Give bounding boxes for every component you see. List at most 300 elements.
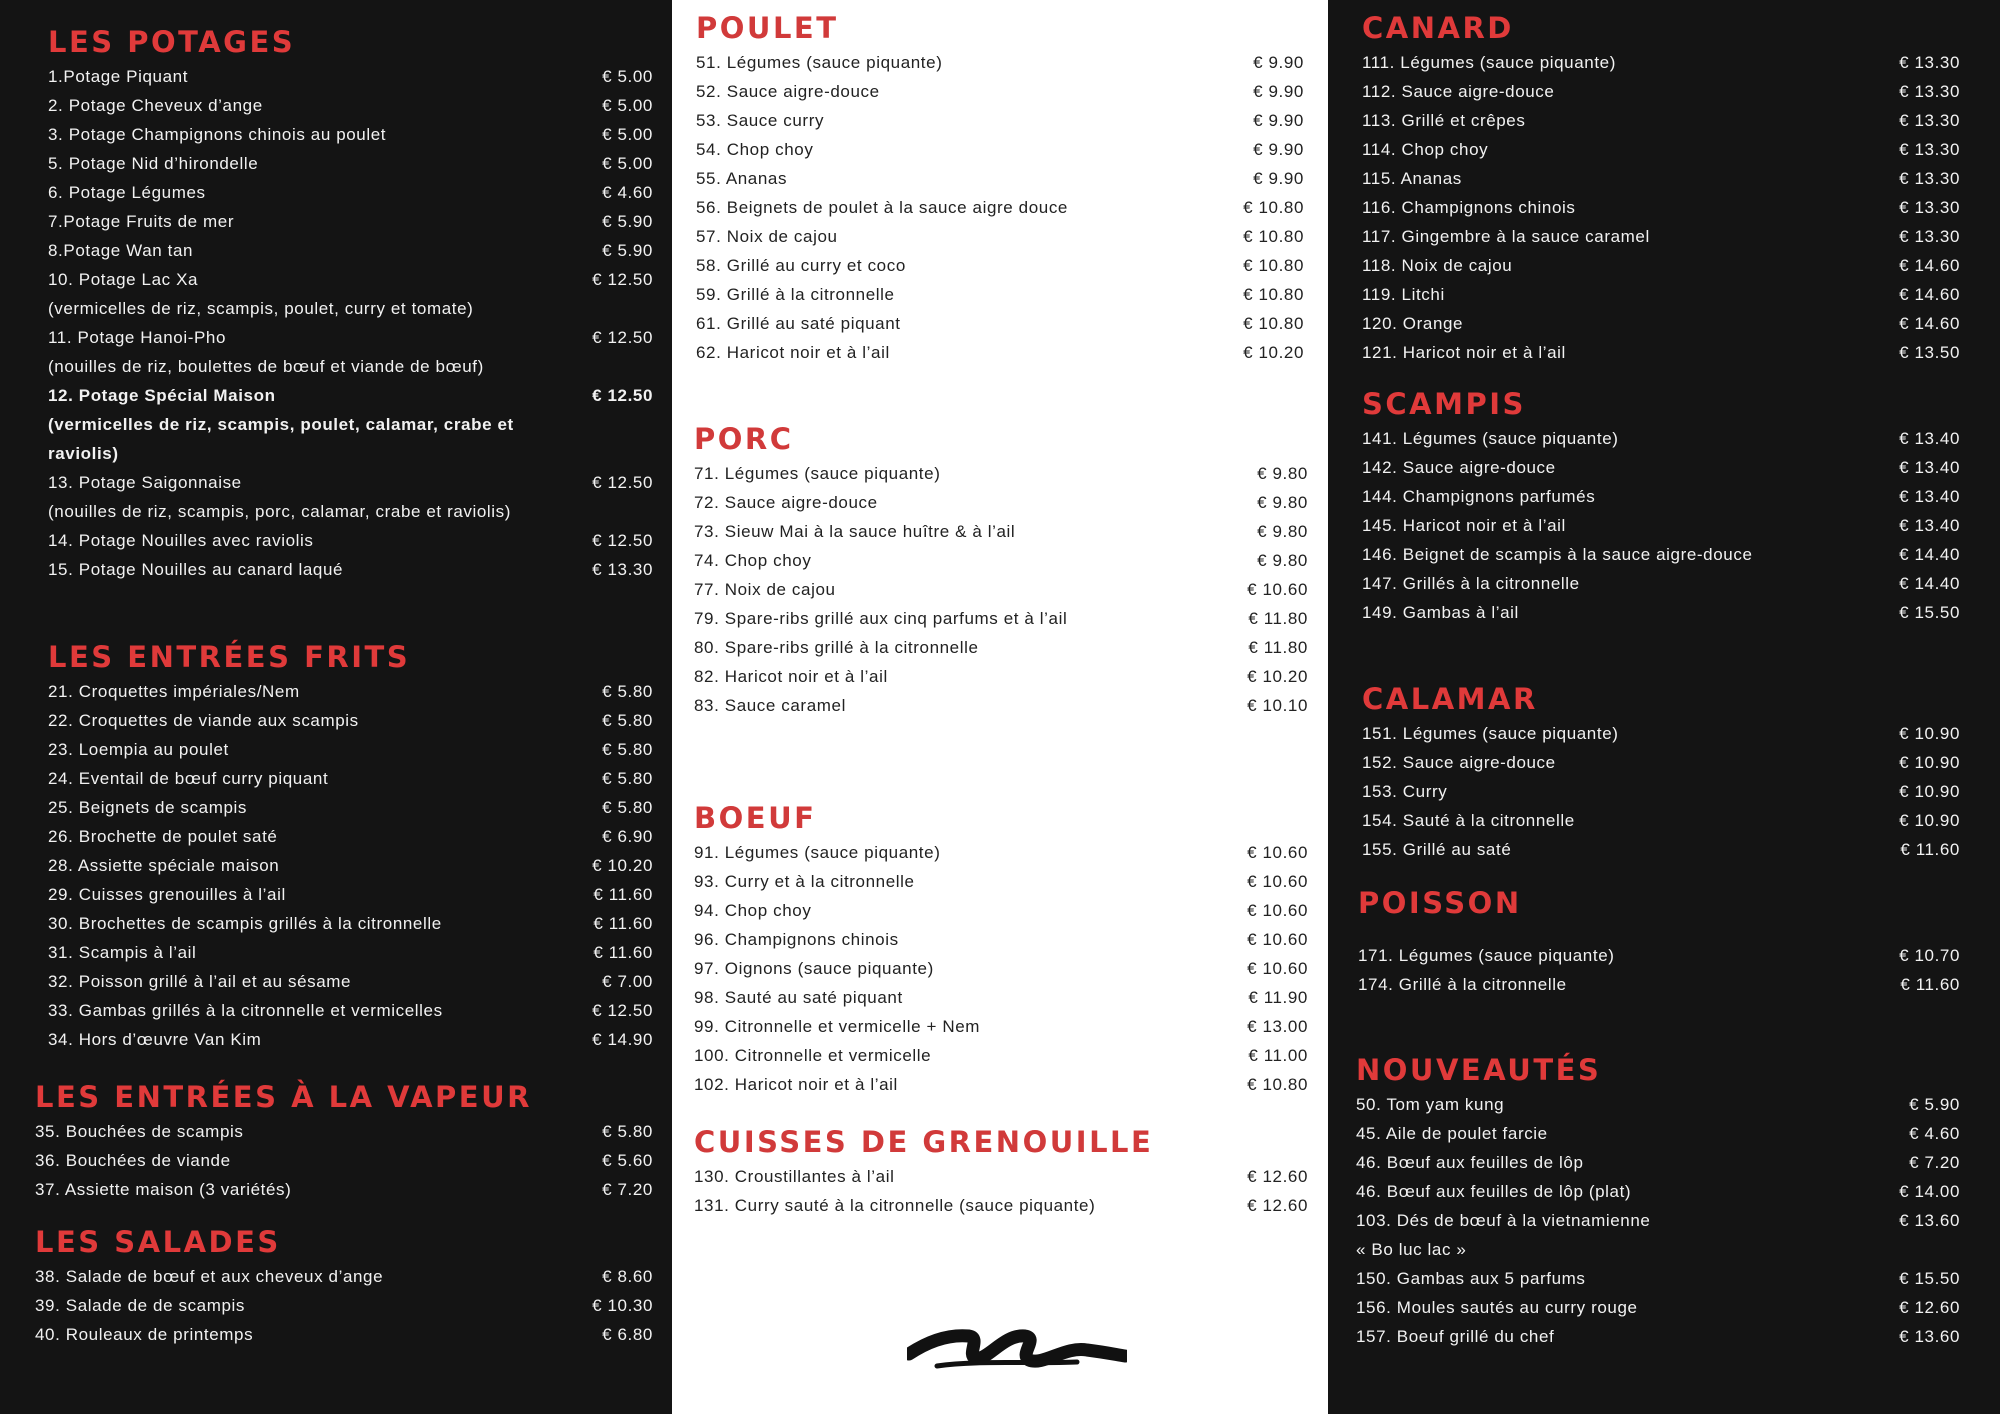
menu-item	[35, 1291, 653, 1320]
menu-item-price: € 15.50	[1899, 1269, 1960, 1288]
menu-item-name: 1.Potage Piquant	[48, 67, 189, 86]
section-cuisses-grenouille	[694, 1122, 1308, 1220]
menu-item-name-block	[1362, 193, 1899, 222]
menu-item-price: € 10.80	[1243, 285, 1304, 304]
menu-item	[694, 1012, 1308, 1041]
menu-item	[694, 838, 1308, 867]
menu-item-name-block	[1362, 48, 1899, 77]
menu-item	[48, 120, 653, 149]
menu-item	[694, 1070, 1308, 1099]
section-title: CALAMAR	[1362, 682, 1538, 716]
menu-item-name: 142. Sauce aigre-douce	[1362, 458, 1556, 477]
menu-item-name-block	[1362, 598, 1899, 627]
menu-item-name-block	[696, 106, 1253, 135]
menu-item-name-block	[1362, 511, 1899, 540]
menu-item	[1362, 569, 1960, 598]
menu-item-name: 147. Grillés à la citronnelle	[1362, 574, 1580, 593]
menu-item-name: 149. Gambas à l’ail	[1362, 603, 1519, 622]
menu-item-price: € 13.30	[1899, 111, 1960, 130]
menu-item-name: 14. Potage Nouilles avec raviolis	[48, 531, 314, 550]
menu-item-name-block	[48, 207, 602, 236]
menu-item	[1362, 309, 1960, 338]
menu-item-name: 171. Légumes (sauce piquante)	[1358, 946, 1615, 965]
menu-item	[48, 468, 653, 526]
menu-item-price: € 10.60	[1247, 872, 1308, 891]
menu-item-name-block	[48, 62, 602, 91]
section-title: NOUVEAUTÉS	[1356, 1053, 1602, 1087]
menu-item-name: 23. Loempia au poulet	[48, 740, 229, 759]
menu-item-price: € 13.50	[1899, 343, 1960, 362]
menu-item	[1356, 1177, 1960, 1206]
menu-item	[1356, 1293, 1960, 1322]
items-list	[35, 1262, 653, 1349]
menu-item-name-block	[48, 468, 592, 526]
menu-item	[1358, 941, 1960, 970]
menu-item-price: € 10.80	[1243, 198, 1304, 217]
menu-item	[48, 880, 653, 909]
menu-item-name: 5. Potage Nid d’hirondelle	[48, 154, 259, 173]
menu-item	[1362, 164, 1960, 193]
menu-item-price: € 11.60	[593, 943, 653, 962]
menu-item-price: € 12.50	[592, 1001, 653, 1020]
menu-item-name-block	[694, 517, 1257, 546]
menu-item-price: € 12.50	[592, 328, 653, 347]
items-list	[48, 62, 653, 584]
menu-item-price: € 6.80	[602, 1325, 653, 1344]
menu-item-name-block	[696, 280, 1243, 309]
menu-item-name: 150. Gambas aux 5 parfums	[1356, 1269, 1586, 1288]
menu-item-name-block	[694, 954, 1247, 983]
menu-item	[35, 1320, 653, 1349]
menu-item-name-block	[694, 1162, 1247, 1191]
menu-item	[1356, 1119, 1960, 1148]
menu-item-price: € 7.20	[1909, 1153, 1960, 1172]
menu-item-name-block	[1362, 777, 1899, 806]
menu-item	[1362, 598, 1960, 627]
menu-item-name: 50. Tom yam kung	[1356, 1095, 1505, 1114]
menu-item-name-block	[694, 896, 1247, 925]
menu-item	[696, 48, 1304, 77]
menu-item-name-block	[48, 178, 602, 207]
menu-item	[1362, 835, 1960, 864]
menu-item-price: € 13.30	[1899, 169, 1960, 188]
menu-item	[696, 251, 1304, 280]
menu-item-name: 121. Haricot noir et à l’ail	[1362, 343, 1566, 362]
menu-item-name: 40. Rouleaux de printemps	[35, 1325, 254, 1344]
menu-item-name: 91. Légumes (sauce piquante)	[694, 843, 941, 862]
menu-item-name-block	[694, 1070, 1247, 1099]
menu-item-price: € 11.80	[1248, 609, 1308, 628]
menu-item-name: 24. Eventail de bœuf curry piquant	[48, 769, 329, 788]
menu-item-name-block	[694, 867, 1247, 896]
menu-item-name: 30. Brochettes de scampis grillés à la citronnelle	[48, 914, 442, 933]
menu-item-name: 13. Potage Saigonnaise	[48, 473, 242, 492]
menu-item-name-block	[48, 677, 602, 706]
menu-item-name-block	[696, 77, 1253, 106]
menu-item-name-block	[696, 135, 1253, 164]
menu-item-name-block	[48, 706, 602, 735]
menu-item-name-block	[1362, 222, 1899, 251]
menu-item	[694, 867, 1308, 896]
menu-item-price: € 5.80	[602, 740, 653, 759]
menu-item-name-block	[694, 546, 1257, 575]
menu-item-name: 25. Beignets de scampis	[48, 798, 248, 817]
menu-item-name-block	[1356, 1293, 1899, 1322]
menu-item-price: € 10.90	[1899, 811, 1960, 830]
menu-item-price: € 9.90	[1253, 111, 1304, 130]
menu-item-price: € 5.80	[602, 798, 653, 817]
menu-item-name-block	[48, 323, 592, 381]
menu-item-name: 2. Potage Cheveux d’ange	[48, 96, 263, 115]
menu-item-name-block	[1362, 482, 1899, 511]
menu-item-name: 32. Poisson grillé à l’ail et au sésame	[48, 972, 352, 991]
menu-item-price: € 10.60	[1247, 843, 1308, 862]
menu-item-price: € 13.30	[1899, 53, 1960, 72]
menu-item-name: 157. Boeuf grillé du chef	[1356, 1327, 1555, 1346]
menu-item-name-block	[696, 309, 1243, 338]
menu-item-name: 93. Curry et à la citronnelle	[694, 872, 915, 891]
menu-item-name-block	[696, 338, 1243, 367]
menu-item-price: € 14.60	[1899, 314, 1960, 333]
menu-item-name-block	[1358, 941, 1899, 970]
middle-menu-panel	[672, 0, 1328, 1414]
menu-item-name: 96. Champignons chinois	[694, 930, 899, 949]
menu-item-name: 83. Sauce caramel	[694, 696, 846, 715]
menu-item-price: € 13.40	[1899, 429, 1960, 448]
left-menu-panel	[0, 0, 672, 1414]
menu-item-name-block	[1362, 540, 1899, 569]
menu-item-name-block	[1362, 164, 1899, 193]
menu-item-name-block	[48, 764, 602, 793]
menu-item-name: 28. Assiette spéciale maison	[48, 856, 280, 875]
menu-item-name: 99. Citronnelle et vermicelle + Nem	[694, 1017, 981, 1036]
menu-item-price: € 10.60	[1247, 901, 1308, 920]
menu-item-price: € 10.10	[1247, 696, 1308, 715]
menu-item-name: 51. Légumes (sauce piquante)	[696, 53, 943, 72]
menu-item	[694, 517, 1308, 546]
menu-item-name: 46. Bœuf aux feuilles de lôp (plat)	[1356, 1182, 1632, 1201]
menu-item-name-block	[48, 91, 602, 120]
menu-item-name: 94. Chop choy	[694, 901, 812, 920]
menu-item	[48, 822, 653, 851]
menu-item-price: € 13.30	[592, 560, 653, 579]
menu-item-price: € 10.20	[1243, 343, 1304, 362]
menu-item-price: € 9.80	[1257, 464, 1308, 483]
menu-item-price: € 13.60	[1899, 1211, 1960, 1230]
menu-item-name-block	[35, 1291, 592, 1320]
menu-item-name-block	[35, 1175, 602, 1204]
items-list	[48, 677, 653, 1054]
menu-item-name-block	[1362, 835, 1900, 864]
menu-item	[696, 309, 1304, 338]
menu-item	[696, 164, 1304, 193]
menu-item-description: « Bo luc lac »	[1356, 1240, 1467, 1259]
menu-item-name-block	[1362, 309, 1899, 338]
menu-item-name: 98. Sauté au saté piquant	[694, 988, 903, 1007]
menu-item	[696, 77, 1304, 106]
menu-item	[48, 555, 653, 584]
menu-item-name-block	[1362, 338, 1899, 367]
menu-item-name-block	[48, 120, 602, 149]
menu-item	[48, 149, 653, 178]
menu-item-description: (nouilles de riz, scampis, porc, calamar, crabe et raviolis)	[48, 502, 512, 521]
menu-item-name-block	[1362, 251, 1899, 280]
menu-item-name-block	[1362, 135, 1899, 164]
menu-item	[35, 1146, 653, 1175]
menu-item-name-block	[694, 459, 1257, 488]
items-list	[696, 48, 1304, 367]
menu-item-name: 54. Chop choy	[696, 140, 814, 159]
menu-item-price: € 9.90	[1253, 140, 1304, 159]
menu-item-name-block	[694, 983, 1248, 1012]
menu-item	[48, 677, 653, 706]
menu-item-name: 151. Légumes (sauce piquante)	[1362, 724, 1619, 743]
menu-item-name-block	[1362, 453, 1899, 482]
menu-item-name-block	[1356, 1264, 1899, 1293]
menu-item-name-block	[35, 1117, 602, 1146]
menu-item-price: € 10.20	[1247, 667, 1308, 686]
menu-item-name-block	[694, 575, 1247, 604]
section-poisson	[1358, 883, 1960, 999]
menu-item-name: 119. Litchi	[1362, 285, 1445, 304]
menu-item-name: 130. Croustillantes à l’ail	[694, 1167, 895, 1186]
menu-item-name: 74. Chop choy	[694, 551, 812, 570]
section-title: CANARD	[1362, 11, 1514, 45]
menu-item-name-block	[1356, 1148, 1909, 1177]
section-entrees-vapeur	[35, 1077, 653, 1204]
menu-item	[1362, 106, 1960, 135]
menu-item-name-block	[694, 633, 1248, 662]
menu-item	[48, 381, 653, 468]
menu-item	[694, 1041, 1308, 1070]
menu-item	[48, 996, 653, 1025]
menu-item-price: € 11.80	[1248, 638, 1308, 657]
menu-item-name: 144. Champignons parfumés	[1362, 487, 1596, 506]
menu-item	[694, 546, 1308, 575]
menu-item-price: € 14.60	[1899, 256, 1960, 275]
menu-item	[696, 106, 1304, 135]
section-porc	[694, 419, 1308, 720]
menu-item	[1356, 1322, 1960, 1351]
menu-item-name-block	[696, 251, 1243, 280]
menu-item	[694, 1162, 1308, 1191]
menu-item-price: € 10.20	[592, 856, 653, 875]
menu-item-price: € 11.60	[1900, 840, 1960, 859]
menu-item-price: € 5.90	[602, 241, 653, 260]
menu-item-name: 71. Légumes (sauce piquante)	[694, 464, 941, 483]
menu-item	[1356, 1148, 1960, 1177]
menu-item	[696, 338, 1304, 367]
section-entrees-frits	[48, 637, 653, 1054]
menu-item	[694, 604, 1308, 633]
menu-item-name: 77. Noix de cajou	[694, 580, 836, 599]
menu-item-name-block	[1362, 280, 1899, 309]
menu-item-price: € 5.00	[602, 154, 653, 173]
menu-item-price: € 13.40	[1899, 487, 1960, 506]
menu-item-name-block	[694, 1191, 1247, 1220]
menu-item-price: € 11.60	[593, 885, 653, 904]
menu-item-price: € 5.80	[602, 1122, 653, 1141]
menu-item-price: € 10.90	[1899, 724, 1960, 743]
menu-item-name: 113. Grillé et crêpes	[1362, 111, 1526, 130]
menu-item	[48, 735, 653, 764]
menu-item-name-block	[35, 1320, 602, 1349]
menu-item	[694, 1191, 1308, 1220]
menu-item-name: 115. Ananas	[1362, 169, 1462, 188]
menu-item	[1362, 193, 1960, 222]
menu-item-name: 10. Potage Lac Xa	[48, 270, 199, 289]
items-list	[35, 1117, 653, 1204]
menu-item	[48, 178, 653, 207]
menu-item-name: 73. Sieuw Mai à la sauce huître & à l’ail	[694, 522, 1016, 541]
menu-item-name: 117. Gingembre à la sauce caramel	[1362, 227, 1650, 246]
section-title: POISSON	[1358, 886, 1522, 920]
menu-item-name-block	[696, 222, 1243, 251]
menu-item	[35, 1262, 653, 1291]
menu-item-name: 112. Sauce aigre-douce	[1362, 82, 1555, 101]
section-title: BOEUF	[694, 801, 817, 835]
menu-item-price: € 5.80	[602, 769, 653, 788]
menu-item	[48, 909, 653, 938]
menu-item-name: 131. Curry sauté à la citronnelle (sauce piquante)	[694, 1196, 1096, 1215]
menu-item-name-block	[48, 381, 592, 468]
menu-item-price: € 14.00	[1899, 1182, 1960, 1201]
menu-item-name-block	[694, 604, 1248, 633]
menu-item-price: € 5.00	[602, 125, 653, 144]
menu-item-name: 8.Potage Wan tan	[48, 241, 194, 260]
menu-item-name-block	[48, 851, 592, 880]
menu-item	[48, 1025, 653, 1054]
menu-item-name: 11. Potage Hanoi-Pho	[48, 328, 227, 347]
menu-item	[1362, 511, 1960, 540]
menu-item-price: € 10.80	[1243, 256, 1304, 275]
menu-item-description: (nouilles de riz, boulettes de bœuf et viande de bœuf)	[48, 357, 484, 376]
menu-item-price: € 5.60	[602, 1151, 653, 1170]
menu-item-name: 36. Bouchées de viande	[35, 1151, 231, 1170]
menu-item	[48, 236, 653, 265]
menu-item-price: € 13.00	[1247, 1017, 1308, 1036]
menu-item-name: 80. Spare-ribs grillé à la citronnelle	[694, 638, 979, 657]
menu-item-price: € 14.40	[1899, 545, 1960, 564]
menu-item-name-block	[1362, 424, 1899, 453]
menu-item	[48, 323, 653, 381]
menu-item-price: € 10.90	[1899, 782, 1960, 801]
menu-item	[1356, 1090, 1960, 1119]
menu-item-name-block	[48, 938, 593, 967]
menu-item-name-block	[1362, 106, 1899, 135]
menu-item-price: € 12.60	[1247, 1167, 1308, 1186]
menu-item-price: € 14.90	[592, 1030, 653, 1049]
menu-item-name: 155. Grillé au saté	[1362, 840, 1512, 859]
menu-item-name-block	[1356, 1090, 1909, 1119]
menu-item-name-block	[694, 488, 1257, 517]
section-title: LES ENTRÉES À LA VAPEUR	[35, 1080, 532, 1114]
menu-item	[694, 488, 1308, 517]
items-list	[1362, 48, 1960, 367]
section-scampis	[1362, 384, 1960, 627]
menu-item-name: 35. Bouchées de scampis	[35, 1122, 244, 1141]
menu-item-name-block	[1362, 719, 1899, 748]
menu-item-name-block	[694, 662, 1247, 691]
menu-item	[694, 691, 1308, 720]
menu-item-price: € 10.60	[1247, 959, 1308, 978]
menu-item-price: € 10.60	[1247, 930, 1308, 949]
section-poulet	[696, 8, 1304, 367]
items-list	[1362, 424, 1960, 627]
menu-item-name: 33. Gambas grillés à la citronnelle et vermicelles	[48, 1001, 443, 1020]
menu-item-name: 114. Chop choy	[1362, 140, 1489, 159]
menu-item-description: (vermicelles de riz, scampis, poulet, curry et tomate)	[48, 299, 474, 318]
menu-item-name: 34. Hors d’œuvre Van Kim	[48, 1030, 262, 1049]
right-menu-panel	[1328, 0, 2000, 1414]
menu-item-price: € 5.00	[602, 67, 653, 86]
menu-item-price: € 13.40	[1899, 458, 1960, 477]
menu-item-price: € 14.40	[1899, 574, 1960, 593]
menu-item-price: € 9.80	[1257, 493, 1308, 512]
menu-item	[694, 983, 1308, 1012]
menu-item-name-block	[1362, 806, 1899, 835]
menu-item-name: 22. Croquettes de viande aux scampis	[48, 711, 359, 730]
items-list	[694, 838, 1308, 1099]
menu-item-name: 62. Haricot noir et à l’ail	[696, 343, 890, 362]
menu-item	[694, 575, 1308, 604]
menu-item-price: € 5.90	[602, 212, 653, 231]
menu-item	[1358, 970, 1960, 999]
menu-item-name: 38. Salade de bœuf et aux cheveux d’ange	[35, 1267, 384, 1286]
menu-item	[48, 793, 653, 822]
menu-item-name-block	[1358, 970, 1900, 999]
menu-item-name: 29. Cuisses grenouilles à l’ail	[48, 885, 286, 904]
menu-item-name: 6. Potage Légumes	[48, 183, 206, 202]
menu-item-name: 118. Noix de cajou	[1362, 256, 1513, 275]
items-list	[1356, 1090, 1960, 1351]
menu-item	[48, 851, 653, 880]
menu-item	[48, 207, 653, 236]
menu-item-price: € 13.30	[1899, 140, 1960, 159]
menu-item	[1362, 777, 1960, 806]
menu-item-name-block	[694, 925, 1247, 954]
menu-item-price: € 10.80	[1243, 314, 1304, 333]
menu-item	[696, 193, 1304, 222]
menu-item-name-block	[48, 793, 602, 822]
section-boeuf	[694, 798, 1308, 1099]
section-title: POULET	[696, 11, 839, 45]
menu-item	[694, 662, 1308, 691]
menu-item	[1362, 135, 1960, 164]
menu-item-description: (vermicelles de riz, scampis, poulet, calamar, crabe et raviolis)	[48, 415, 514, 463]
menu-item	[48, 265, 653, 323]
section-salades	[35, 1222, 653, 1349]
menu-item-price: € 10.80	[1247, 1075, 1308, 1094]
menu-item-price: € 13.60	[1899, 1327, 1960, 1346]
menu-item-price: € 9.80	[1257, 522, 1308, 541]
menu-item	[48, 938, 653, 967]
menu-item-price: € 15.50	[1899, 603, 1960, 622]
menu-item-name-block	[35, 1146, 602, 1175]
menu-item	[696, 280, 1304, 309]
menu-item	[48, 91, 653, 120]
menu-item-name-block	[696, 164, 1253, 193]
menu-item-name-block	[35, 1262, 602, 1291]
menu-item-price: € 5.80	[602, 682, 653, 701]
menu-item-price: € 10.80	[1243, 227, 1304, 246]
menu-item	[48, 526, 653, 555]
menu-item-name: 26. Brochette de poulet saté	[48, 827, 278, 846]
menu-item	[1362, 338, 1960, 367]
menu-item	[48, 967, 653, 996]
menu-item-price: € 5.90	[1909, 1095, 1960, 1114]
menu-item	[35, 1175, 653, 1204]
